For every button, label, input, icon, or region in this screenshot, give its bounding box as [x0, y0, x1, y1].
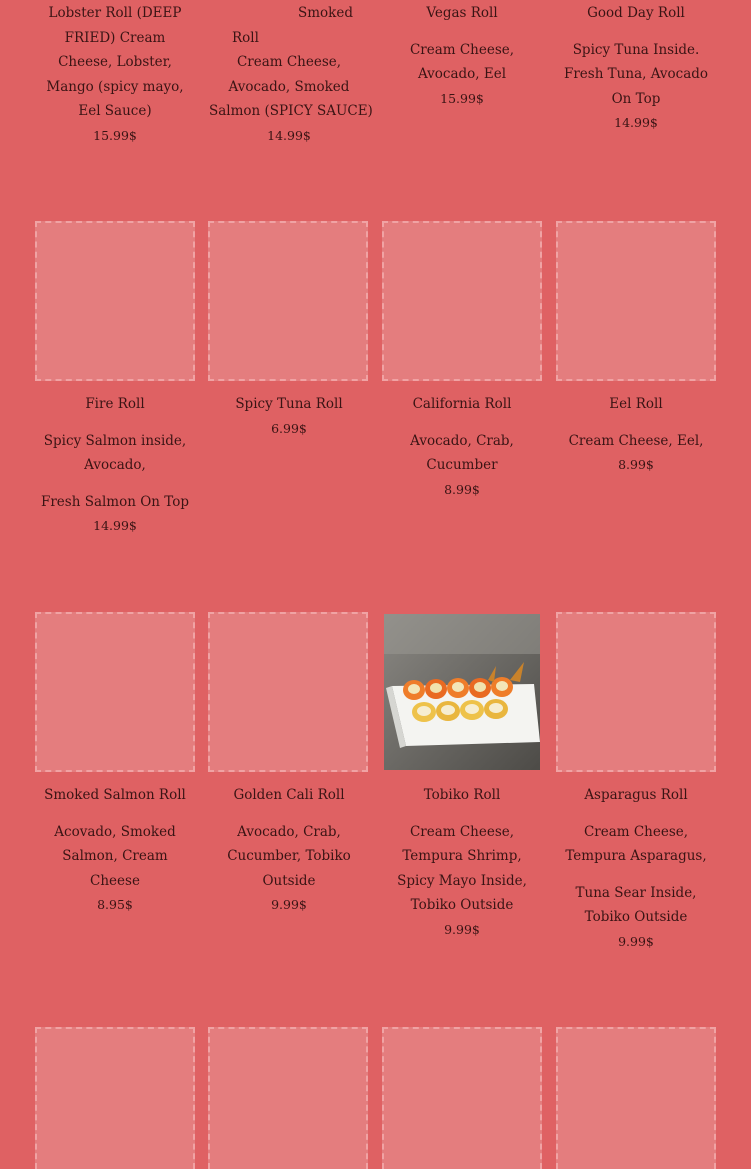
image-placeholder-fire-roll	[35, 221, 195, 381]
item-name: Fire Roll	[85, 396, 145, 412]
item-description: Avocado, Crab,	[237, 823, 341, 840]
item-price: 9.99$	[618, 933, 654, 949]
item-description: Avocado, Crab,	[410, 432, 514, 449]
image-placeholder-golden-cali-roll	[208, 612, 368, 772]
menu-item-spicy-tuna-roll	[209, 392, 369, 441]
menu-item-tobiko-roll	[382, 783, 542, 942]
tobiko-roll-photo	[384, 614, 540, 770]
item-name: Golden Cali Roll	[233, 787, 345, 803]
menu-item-smoked-salmon-roll	[35, 783, 195, 918]
item-name: FRIED) Cream	[64, 29, 166, 46]
item-description: Cream Cheese,	[583, 823, 689, 840]
item-price: 14.99$	[93, 518, 137, 533]
menu-item-good-day-roll	[556, 1, 716, 136]
item-price: 8.99$	[618, 457, 654, 472]
item-name: Asparagus Roll	[584, 787, 688, 803]
item-price: 9.99$	[444, 921, 480, 937]
item-description: Eel Sauce)	[78, 103, 152, 119]
item-description: Mango (spicy mayo,	[46, 78, 184, 95]
item-description: Tuna Sear Inside,	[575, 884, 697, 901]
item-description: Cucumber	[426, 457, 498, 473]
menu-item-lobster-roll	[35, 1, 195, 148]
item-price: 14.99$	[614, 115, 658, 130]
image-placeholder-smoked-salmon-roll	[35, 612, 195, 772]
item-description: Tempura Shrimp,	[402, 848, 522, 864]
item-price: 6.99$	[271, 420, 307, 436]
menu-item-asparagus-roll	[556, 783, 716, 954]
item-description: Cheese	[90, 872, 140, 889]
item-description: Tempura Asparagus,	[565, 848, 707, 864]
item-description: Avocado, Smoked	[228, 78, 350, 95]
item-description: Fresh Tuna, Avocado	[563, 66, 709, 82]
item-price: 14.99$	[267, 127, 311, 143]
item-description: Cream Cheese,	[409, 41, 515, 58]
item-description: Cheese, Lobster,	[58, 54, 172, 70]
item-description: Tobiko Outside	[410, 897, 514, 913]
item-description: Salmon, Cream	[62, 848, 168, 864]
item-name: Spicy Tuna Roll	[235, 396, 343, 412]
item-description: Acovado, Smoked	[54, 823, 176, 840]
image-placeholder-asparagus-roll	[556, 612, 716, 772]
menu-item-california-roll	[382, 392, 542, 502]
image-placeholder	[208, 1027, 368, 1169]
menu-item-golden-cali-roll	[209, 783, 369, 918]
menu-item-smoked-roll	[209, 1, 373, 148]
menu-item-vegas-roll	[382, 1, 542, 111]
item-description: Avocado, Eel	[417, 66, 507, 82]
item-price: 9.99$	[271, 897, 307, 912]
item-name: Vegas Roll	[426, 5, 498, 21]
item-description: Avocado,	[84, 457, 146, 473]
item-description: Outside	[262, 872, 316, 889]
image-placeholder-california-roll	[382, 221, 542, 381]
item-name: Roll	[232, 29, 259, 46]
image-placeholder	[382, 1027, 542, 1169]
image-placeholder-spicy-tuna-roll	[208, 221, 368, 381]
item-name: California Roll	[412, 396, 512, 412]
item-name: Eel Roll	[609, 396, 663, 412]
item-description: Fresh Salmon On Top	[40, 493, 190, 510]
item-description: Cucumber, Tobiko	[227, 848, 351, 864]
item-name: Good Day Roll	[587, 5, 685, 21]
image-placeholder-eel-roll	[556, 221, 716, 381]
item-description: Cream Cheese,	[236, 54, 342, 70]
item-description: Tobiko Outside	[584, 909, 688, 925]
image-placeholder	[35, 1027, 195, 1169]
item-description: On Top	[611, 90, 661, 107]
item-price: 8.99$	[444, 481, 480, 497]
item-price: 8.95$	[97, 897, 133, 912]
item-name: Lobster Roll (DEEP	[48, 5, 182, 21]
menu-item-fire-roll	[35, 392, 195, 539]
item-name: Smoked	[298, 5, 353, 21]
item-description: Cream Cheese, Eel,	[568, 432, 704, 449]
item-description: Spicy Salmon inside,	[43, 432, 187, 449]
item-price: 15.99$	[93, 127, 137, 143]
image-placeholder	[556, 1027, 716, 1169]
item-description: Cream Cheese,	[409, 823, 515, 840]
item-description: Salmon (SPICY SAUCE)	[209, 103, 373, 119]
item-name: Tobiko Roll	[423, 787, 501, 803]
item-price: 15.99$	[440, 90, 484, 106]
item-description: Spicy Tuna Inside.	[572, 41, 700, 58]
item-name: Smoked Salmon Roll	[44, 787, 186, 803]
item-description: Spicy Mayo Inside,	[397, 872, 527, 889]
menu-item-eel-roll	[556, 392, 716, 478]
